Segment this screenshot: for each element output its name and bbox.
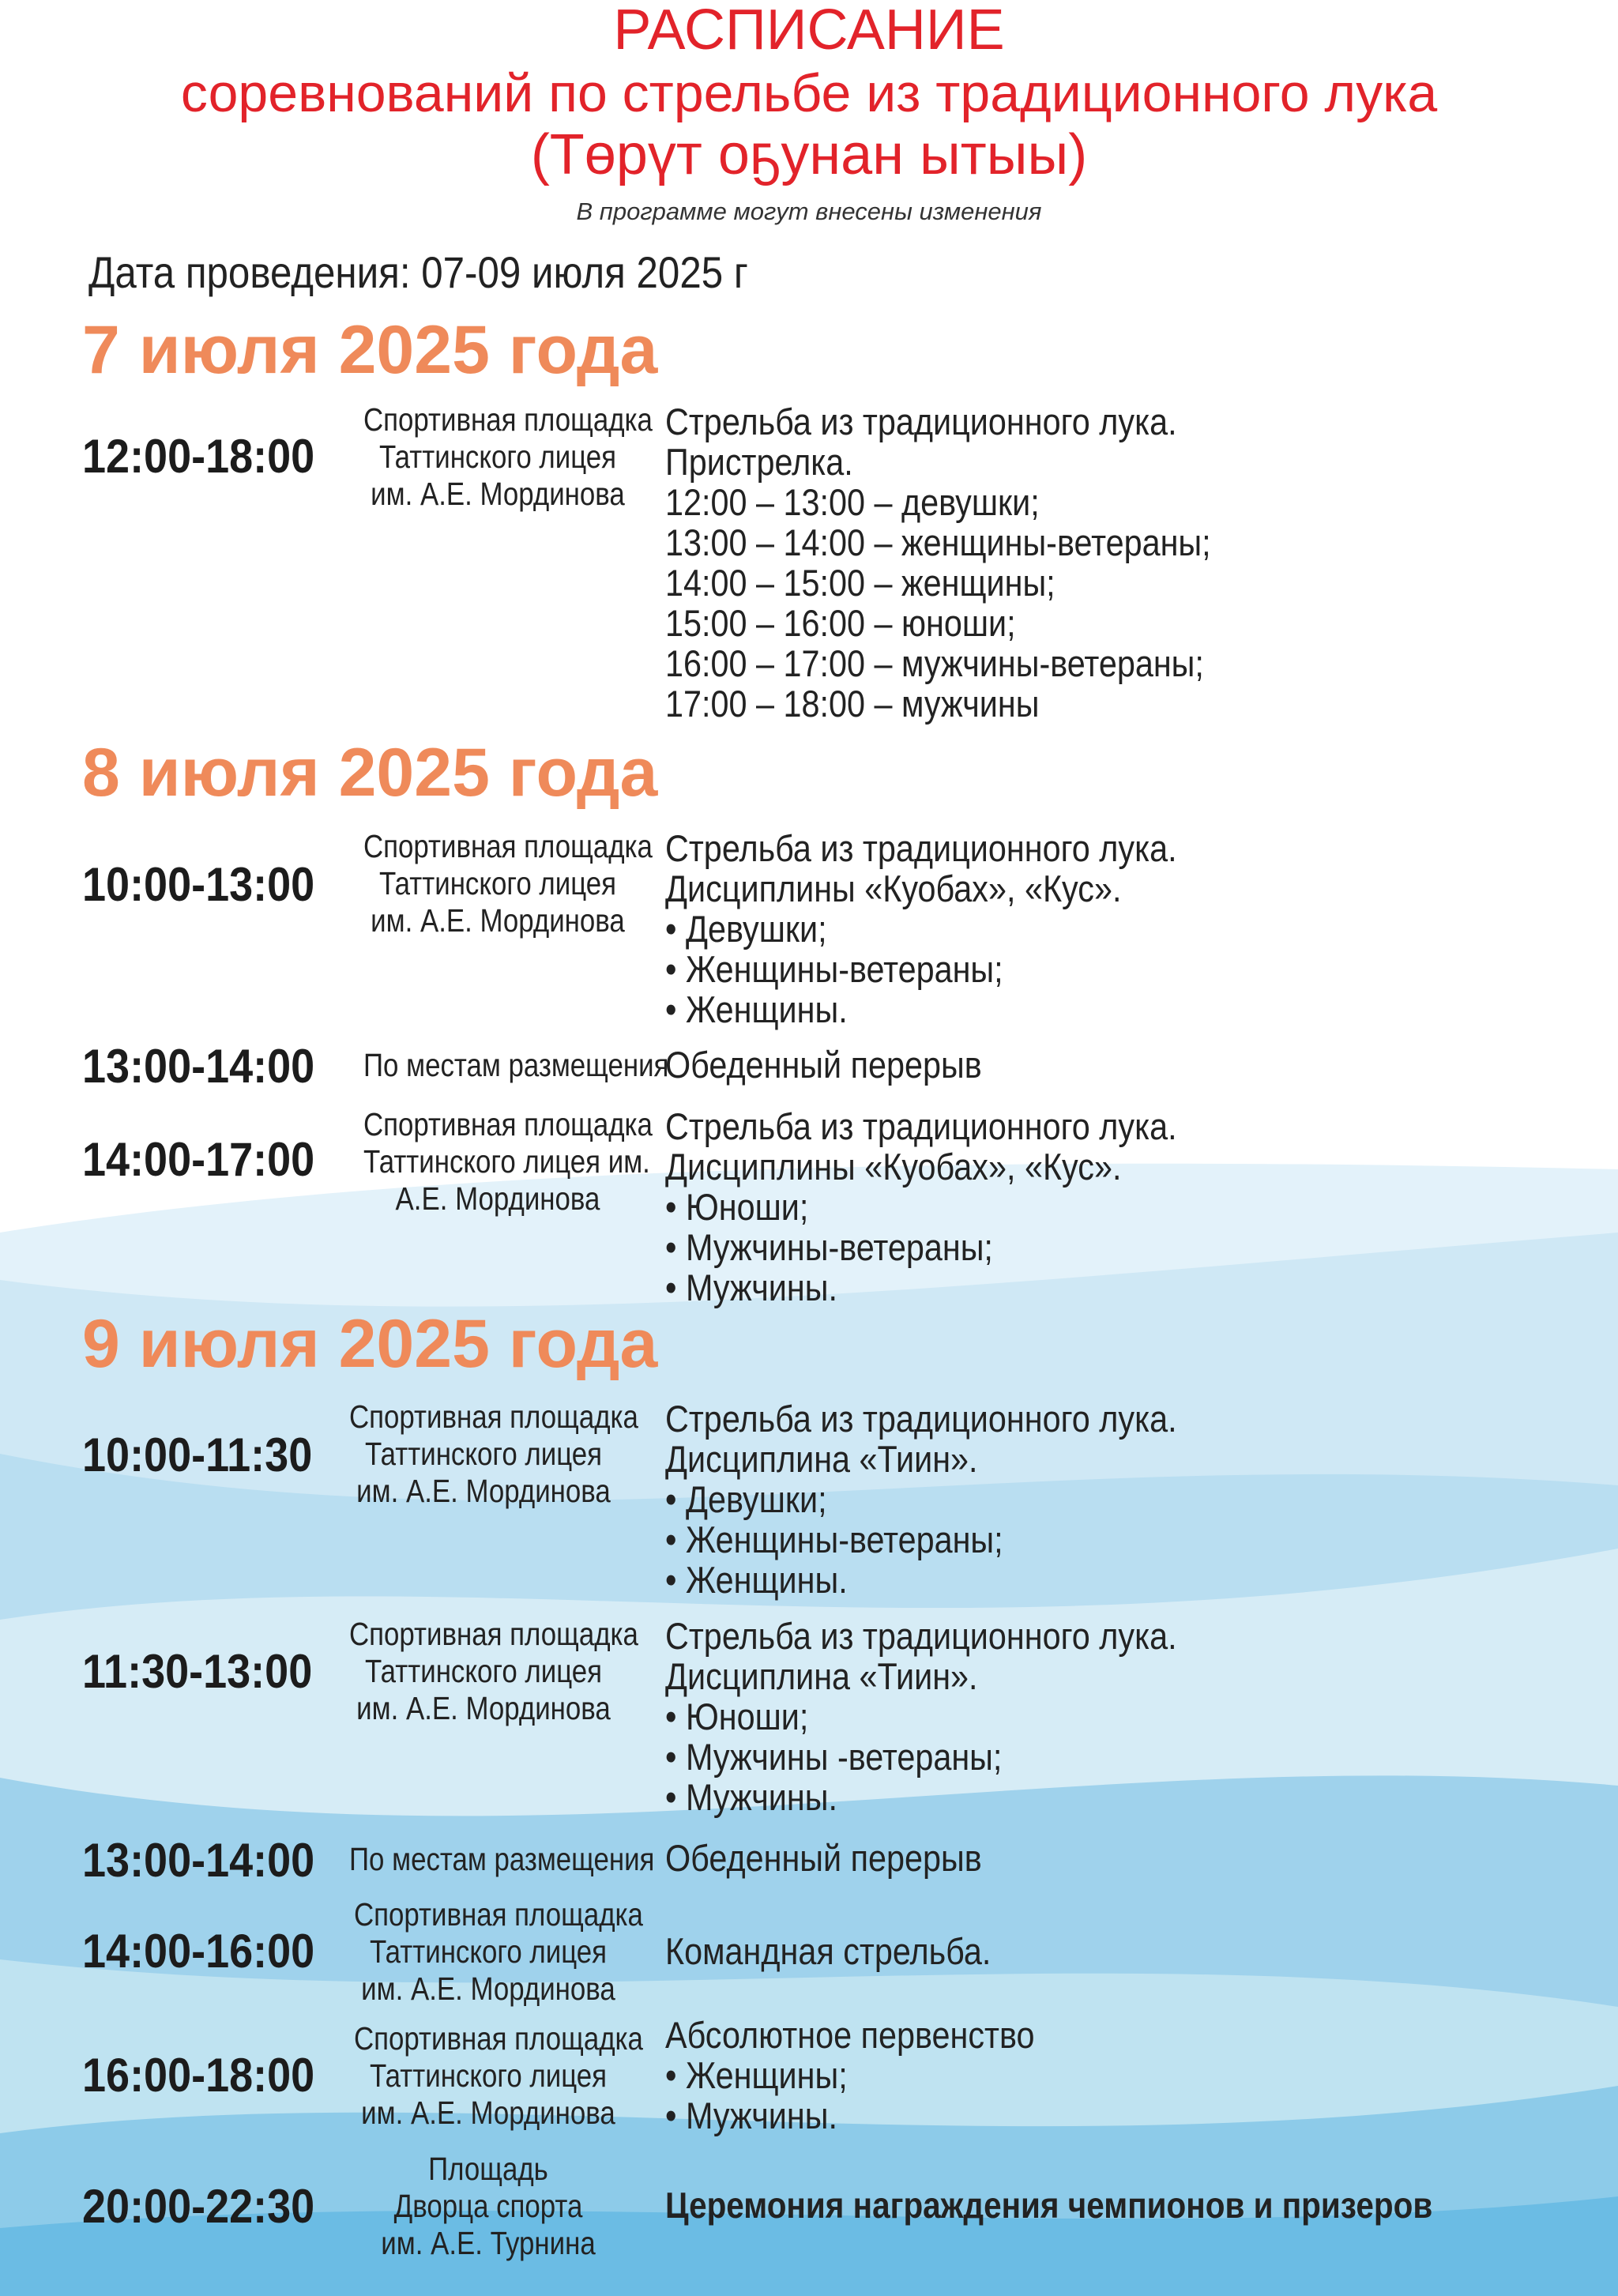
event-time: 10:00-11:30 bbox=[82, 1428, 313, 1481]
day-heading: 9 июля 2025 года bbox=[82, 1306, 658, 1382]
event-description: Командная стрельба. bbox=[665, 1930, 991, 1972]
event-place: Площадь Дворца спорта им. А.Е. Турнина bbox=[381, 2151, 596, 2261]
page-subtitle-local: (Төрүт оҕунан ытыы) bbox=[530, 123, 1088, 186]
changes-note: В программе могут внесены изменения bbox=[576, 198, 1042, 225]
event-place: Спортивная площадка Таттинского лицея им. А.Е. Мординова bbox=[349, 1398, 638, 1509]
event-time: 14:00-16:00 bbox=[82, 1925, 315, 1978]
event-time: 10:00-13:00 bbox=[82, 858, 315, 911]
event-dates: Дата проведения: 07-09 июля 2025 г bbox=[88, 247, 748, 297]
event-time: 20:00-22:30 bbox=[82, 2180, 315, 2233]
event-description: Стрельба из традиционного лука. Дисциплины «Куобах», «Кус». • Юноши; • Мужчины-ветераны; • Мужчины. bbox=[665, 1105, 1177, 1308]
event-place: Спортивная площадка Таттинского лицея им. А.Е. Мординова bbox=[363, 401, 653, 512]
event-time: 12:00-18:00 bbox=[82, 430, 315, 483]
event-time: 13:00-14:00 bbox=[82, 1834, 315, 1887]
event-place: По местам размещения bbox=[363, 1047, 669, 1083]
award-ceremony: Церемония награждения чемпионов и призеров bbox=[665, 2185, 1433, 2226]
day-heading: 8 июля 2025 года bbox=[82, 735, 658, 811]
page-subtitle: соревнований по стрельбе из традиционного лука bbox=[180, 63, 1438, 123]
event-place: Спортивная площадка Таттинского лицея им. А.Е. Мординова bbox=[354, 1896, 643, 2007]
event-description: Абсолютное первенство • Женщины; • Мужчины. bbox=[665, 2014, 1035, 2136]
page-title: РАСПИСАНИЕ bbox=[613, 0, 1005, 62]
event-time: 11:30-13:00 bbox=[82, 1645, 313, 1698]
event-description: Обеденный перерыв bbox=[665, 1837, 982, 1879]
event-time: 13:00-14:00 bbox=[82, 1040, 315, 1093]
event-description: Стрельба из традиционного лука. Пристрелка. 12:00 – 13:00 – девушки; 13:00 – 14:00 – женщины-ветераны; 14:00 – 15:00 – женщины; 15:00 – 16:00 – юноши; 16:00 – 17:00 – мужчины-ветераны; 17:00 – 18:00 – мужчины bbox=[665, 401, 1211, 725]
event-description: Обеденный перерыв bbox=[665, 1044, 982, 1086]
event-place: Спортивная площадка Таттинского лицея им. А.Е. Мординова bbox=[363, 1106, 653, 1217]
event-time: 16:00-18:00 bbox=[82, 2049, 315, 2102]
event-time: 14:00-17:00 bbox=[82, 1133, 315, 1186]
event-description: Стрельба из традиционного лука. Дисциплина «Тиин». • Девушки; • Женщины-ветераны; • Женщины. bbox=[665, 1398, 1177, 1601]
event-description: Стрельба из традиционного лука. Дисциплина «Тиин». • Юноши; • Мужчины -ветераны; • Мужчины. bbox=[665, 1615, 1177, 1818]
event-description: Стрельба из традиционного лука. Дисциплины «Куобах», «Кус». • Девушки; • Женщины-ветераны; • Женщины. bbox=[665, 827, 1177, 1030]
event-place: Спортивная площадка Таттинского лицея им. А.Е. Мординова bbox=[354, 2020, 643, 2131]
day-heading: 7 июля 2025 года bbox=[82, 312, 658, 388]
event-place: По местам размещения bbox=[349, 1841, 655, 1877]
event-place: Спортивная площадка Таттинского лицея им. А.Е. Мординова bbox=[349, 1616, 638, 1726]
event-place: Спортивная площадка Таттинского лицея им. А.Е. Мординова bbox=[363, 828, 653, 939]
